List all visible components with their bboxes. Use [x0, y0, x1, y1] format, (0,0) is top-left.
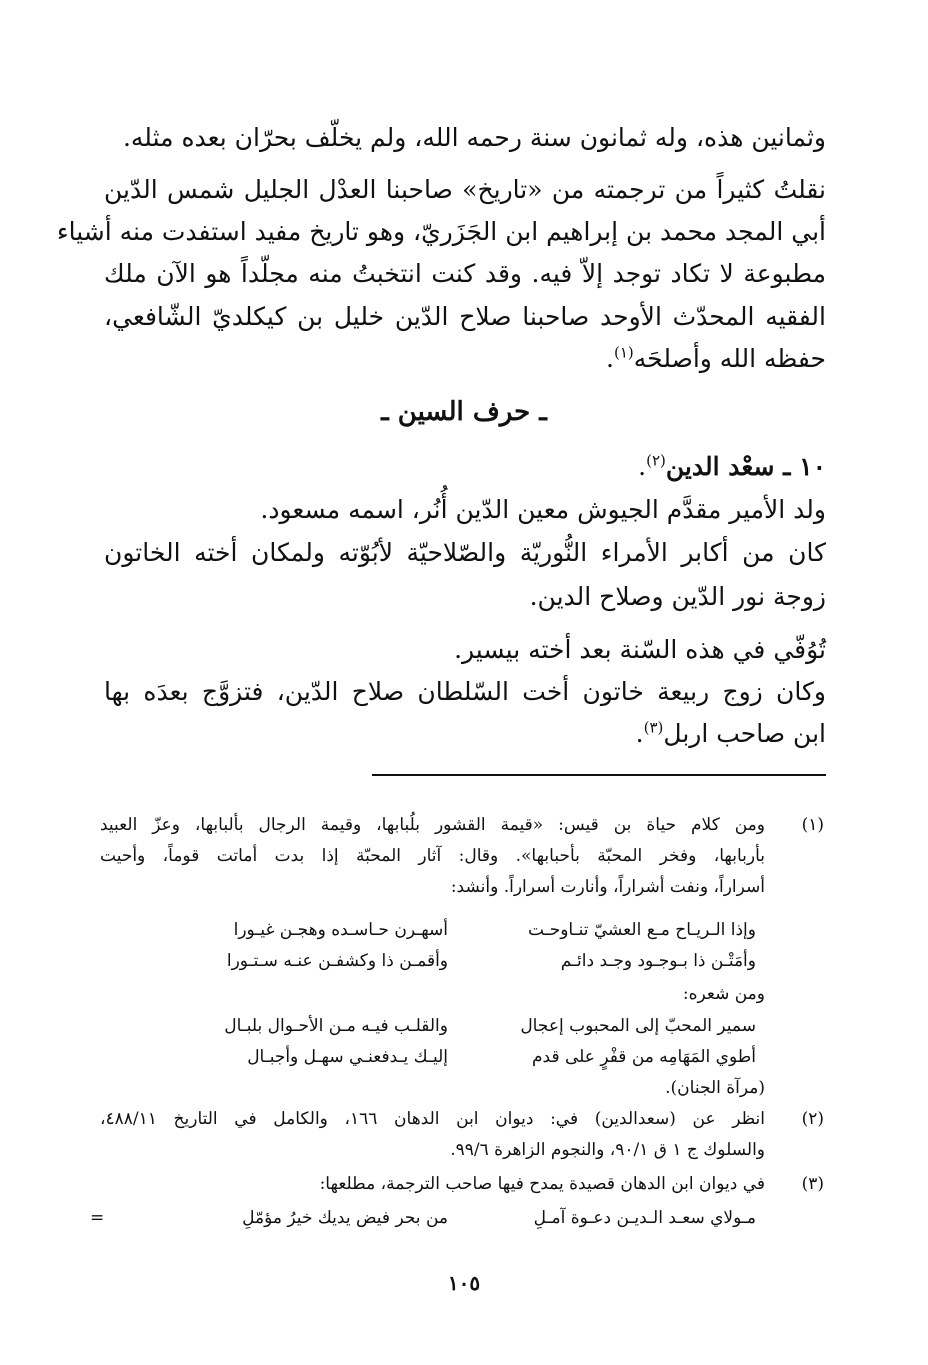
- page-number: ١٠٥: [447, 1271, 481, 1295]
- footnote-line: ومن شعره:: [682, 984, 765, 1004]
- body-line: [636, 714, 826, 754]
- footnote-separator: [372, 774, 826, 776]
- body-line: كان من أكابر الأمراء النُّوريّة والصّلاحيّة لأبُوّته ولمكان أخته الخاتون: [104, 538, 826, 567]
- footnote-line: بأربابها، وفخر المحبّة بأحبابها». وقال: آثار المحبّة إذا بدت أماتت قوماً، وأحيت: [100, 846, 765, 866]
- footnote-ref: (٣): [643, 718, 664, 737]
- body-line: الفقيه المحدّث الأوحد صاحبنا صلاح الدّين خليل بن كيكلديّ الشّافعي،: [104, 302, 826, 331]
- body-line: أبي المجد محمد بن إبراهيم ابن الجَزَريّ، وهو تاريخ مفيد استفدت منه أشياء: [56, 217, 826, 246]
- body-line: زوجة نور الدّين وصلاح الدين.: [529, 582, 826, 611]
- section-heading: ـ حرف السين ـ: [381, 397, 547, 427]
- body-line: مطبوعة لا تكاد توجد إلاّ فيه. وقد كنت انتخبتُ منه مجلّداً هو الآن ملك: [104, 259, 826, 288]
- footnote-ref: (١): [614, 343, 634, 362]
- footnote-ref: (٢): [646, 451, 666, 470]
- footnote-line: ومن كلام حياة بن قيس: «قيمة القشور بلُبابها، وقيمة الرجال بألبابها، وعزّ العبيد: [100, 815, 765, 835]
- body-line: وثمانين هذه، وله ثمانون سنة رحمه الله، ولم يخلّف بحرّان بعده مثله.: [122, 123, 826, 152]
- body-text: .: [635, 719, 644, 748]
- verse-hemistich: والقلـب فيـه مـن الأحـوال بلبـال: [224, 1016, 448, 1036]
- footnote-line: أسراراً، ونفت أشراراً، وأنارت أسراراً. وأنشد:: [450, 877, 765, 897]
- verse-hemistich: أطوي المَهَامِه من قفْرٍ على قدم: [532, 1047, 756, 1067]
- body-line: تُوُفّي في هذه السّنة بعد أخته بيسير.: [454, 635, 826, 664]
- footnote-number: (٢): [801, 1109, 824, 1129]
- verse-hemistich: أسهـرن حـاسـده وهجـن غيـورا: [233, 920, 448, 940]
- footnote-line: والسلوك ج ١ ق ٩٠/١، والنجوم الزاهرة ٩٩/٦.: [450, 1140, 765, 1160]
- verse-hemistich: إليـك يـدفعنـي سهـل وأجبـال: [247, 1047, 448, 1067]
- body-line: نقلتُ كثيراً من ترجمته من «تاريخ» صاحبنا العدْل الجليل شمس الدّين: [104, 175, 826, 204]
- footnote-number: (١): [801, 815, 824, 835]
- body-text: حفظه الله وأصلحَه: [633, 344, 826, 373]
- body-line: وكان زوج ربيعة خاتون أخت السّلطان صلاح الدّين، فتزوَّج بعدَه بها: [104, 677, 826, 706]
- footnote-number: (٣): [801, 1174, 824, 1194]
- footnote-source: (مرآة الجنان).: [665, 1078, 765, 1098]
- body-line: [606, 339, 826, 379]
- entry-title: ١٠ ـ سعْد الدين: [665, 452, 826, 481]
- verse-hemistich: من بحر فيض يديك خيرُ مؤمّلِ: [242, 1208, 448, 1228]
- body-text: .: [638, 452, 647, 481]
- entry-title-line: [638, 447, 826, 487]
- verse-hemistich: سمير المحبّ إلى المحبوب إعجال: [520, 1016, 756, 1036]
- footnote-line: انظر عن (سعدالدين) في: ديوان ابن الدهان ١٦٦، والكامل في التاريخ ٤٨٨/١١،: [100, 1109, 765, 1129]
- footnote-line: في ديوان ابن الدهان قصيدة يمدح فيها صاحب الترجمة، مطلعها:: [319, 1174, 765, 1194]
- verse-hemistich: وإذا الـريـاح مـع العشيّ تنـاوحـت: [528, 920, 756, 940]
- body-line: ولد الأمير مقدَّم الجيوش معين الدّين أُنُر، اسمه مسعود.: [260, 495, 826, 524]
- verse-hemistich: مـولاي سعـد الـديـن دعـوة آمـلِ: [533, 1208, 756, 1228]
- continuation-mark: =: [90, 1208, 105, 1228]
- verse-hemistich: وأقمـن ذا وكشفـن عنـه سـتـورا: [226, 951, 448, 971]
- verse-hemistich: وأمَتْـن ذا بـوجـود وجـد دائـم: [560, 951, 756, 971]
- body-text: .: [606, 344, 614, 373]
- body-text: ابن صاحب اربل: [663, 719, 826, 748]
